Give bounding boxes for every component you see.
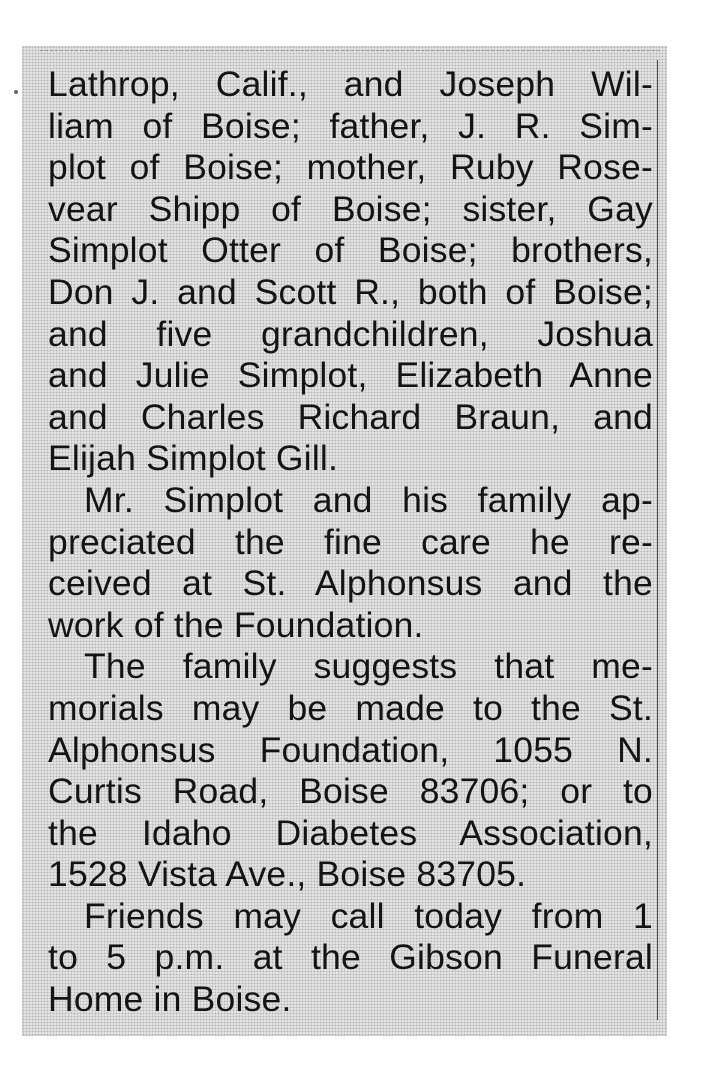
text-line: Elijah Simplot Gill. [48, 438, 339, 479]
text-line: Curtis Road, Boise 83706; or to [48, 771, 653, 812]
clipping-scan-mark [14, 90, 18, 94]
text-line: the Idaho Diabetes Association, [48, 812, 653, 853]
paragraph-visitation [48, 896, 653, 1021]
text-line: The family suggests that me- [84, 646, 653, 687]
text-line: preciated the fine care he re- [48, 521, 653, 562]
paragraph-memorials [48, 646, 653, 896]
clipping-top-edge [40, 50, 660, 51]
text-line: Mr. Simplot and his family ap- [84, 479, 653, 520]
text-line: Home in Boise. [48, 979, 292, 1020]
paragraph-appreciation [48, 480, 653, 646]
text-line: Friends may call today from 1 [84, 895, 653, 936]
text-line: work of the Foundation. [48, 604, 424, 645]
text-line: and Julie Simplot, Elizabeth Anne [48, 355, 653, 396]
text-line: liam of Boise; father, J. R. Sim- [48, 105, 653, 146]
text-line: to 5 p.m. at the Gibson Funeral [48, 937, 653, 978]
text-line: 1528 Vista Ave., Boise 83705. [48, 854, 527, 895]
clipping-right-edge [657, 60, 658, 1020]
text-line: morials may be made to the St. [48, 687, 653, 728]
text-line: Don J. and Scott R., both of Boise; [48, 271, 653, 312]
text-line: and five grandchildren, Joshua [48, 313, 653, 354]
paragraph-family-survivors [48, 64, 653, 480]
text-line: Lathrop, Calif., and Joseph Wil- [48, 64, 653, 104]
text-line: Alphonsus Foundation, 1055 N. [48, 729, 653, 770]
text-line: Simplot Otter of Boise; brothers, [48, 230, 653, 271]
text-line: and Charles Richard Braun, and [48, 396, 653, 437]
text-line: vear Shipp of Boise; sister, Gay [48, 188, 653, 229]
text-line: ceived at St. Alphonsus and the [48, 563, 653, 604]
obituary-text [48, 64, 653, 1021]
text-line: plot of Boise; mother, Ruby Rose- [48, 147, 653, 188]
